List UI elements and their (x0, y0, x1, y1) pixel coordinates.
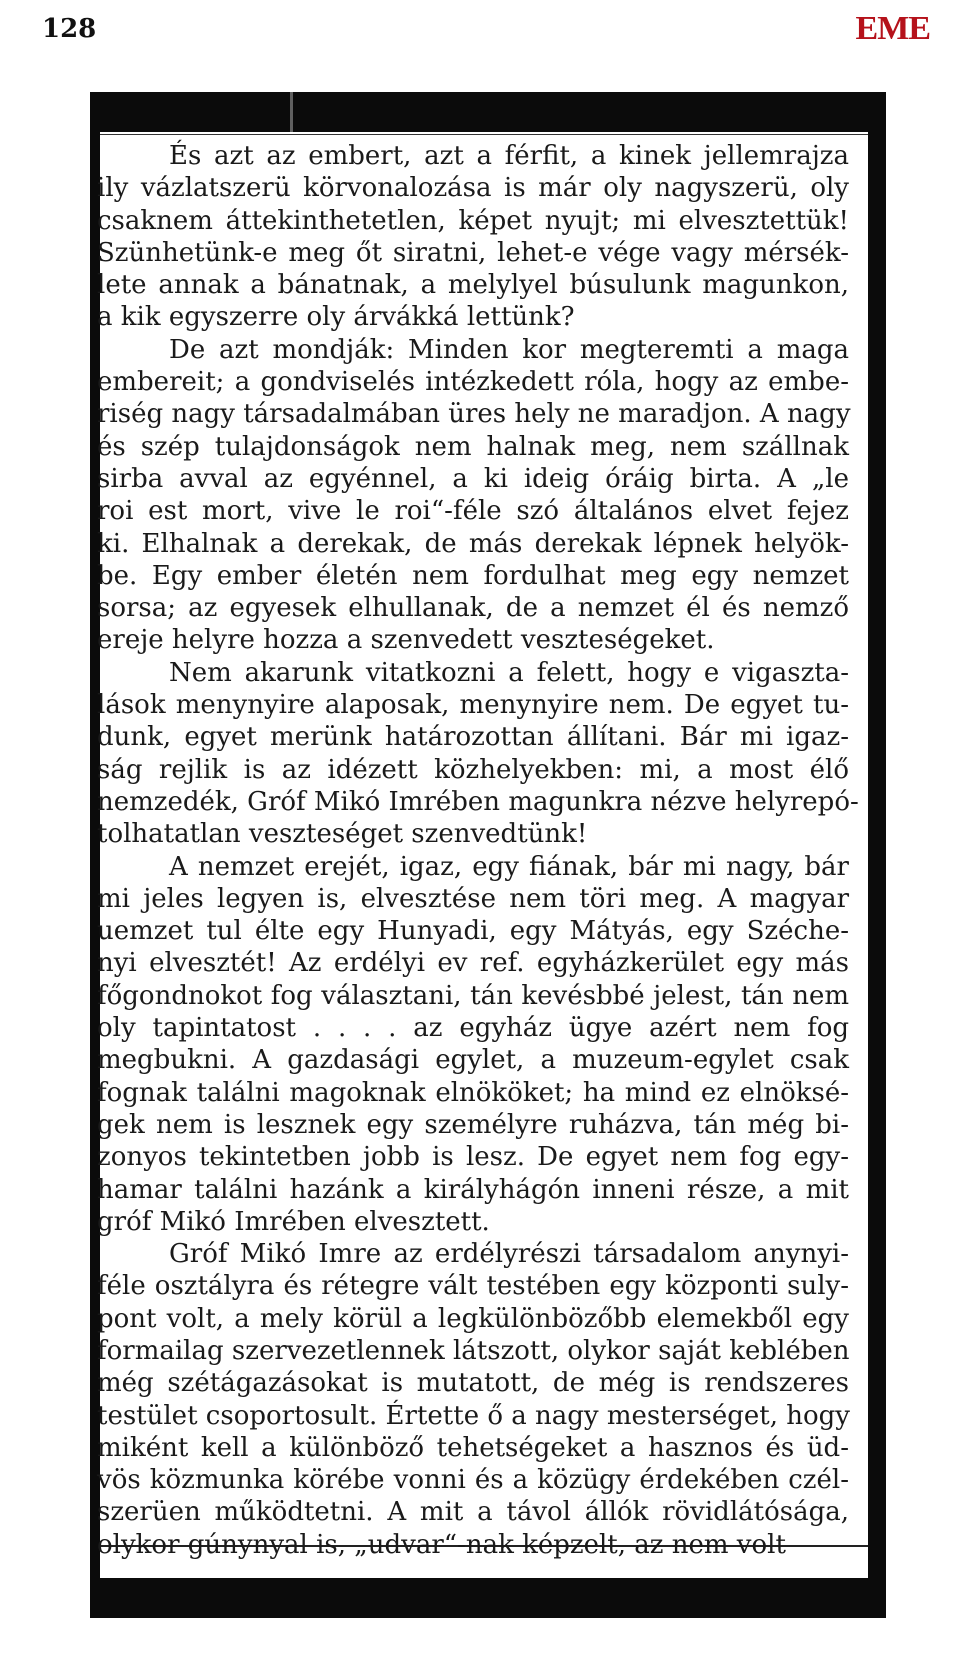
page-number: 128 (42, 14, 97, 44)
paragraph (97, 334, 849, 657)
text-line: hamar találni hazánk a királyhágón inneni része, a mit (97, 1174, 849, 1205)
text-line: testület csoportosult. Értette ő a nagy mesterséget, hogy (97, 1400, 850, 1431)
mourning-border-top (90, 92, 886, 132)
text-line: szerüen működtetni. A mit a távol állók rövidlátósága, (97, 1497, 849, 1528)
text-line: ki. Elhalnak a derekak, de más derekak lépnek helyök- (97, 528, 849, 559)
text-line: be. Egy ember életén nem fordulhat meg egy nemzet (97, 560, 849, 591)
text-line: féle osztályra és rétegre vált testében egy központi suly- (97, 1271, 849, 1302)
text-line: zonyos tekintetben jobb is lesz. De egyet nem fog egy- (97, 1142, 849, 1173)
text-line: ság rejlik is az idézett közhelyekben: mi, a most élő (97, 754, 849, 785)
text-line: csaknem áttekinthetetlen, képet nyujt; mi elvesztettük! (97, 205, 849, 236)
text-line: nemzedék, Gróf Mikó Imrében magunkra nézve helyrepó- (97, 786, 859, 817)
text-line: Gróf Mikó Imre az erdélyrészi társadalom anynyi- (169, 1239, 849, 1270)
text-line: gek nem is lesznek egy személyre ruházva, tán még bi- (97, 1109, 849, 1140)
text-line: Nem akarunk vitatkozni a felett, hogy e vigaszta- (169, 657, 849, 688)
paragraph (97, 657, 859, 851)
text-line: embereit; a gondviselés intézkedett róla, hogy az embe- (97, 367, 849, 398)
paragraph (97, 1238, 849, 1561)
text-line: formailag szervezetlennek látszott, olykor saját keblében (97, 1335, 850, 1366)
text-line: még szétágazásokat is mutatott, de még is rendszeres (97, 1368, 849, 1399)
eme-logo: EME (855, 10, 930, 47)
article-body (97, 140, 859, 1561)
paragraph (97, 851, 849, 1239)
text-line: És azt az embert, azt a férfit, a kinek jellemrajza (169, 141, 849, 171)
text-line: lások menynyire alaposak, menynyire nem. De egyet tu- (97, 690, 849, 721)
text-line: uemzet tul élte egy Hunyadi, egy Mátyás, egy Széche- (97, 916, 849, 947)
text-line: ereje helyre hozza a szenvedett veszteségeket. (97, 625, 715, 656)
border-rule-top (100, 134, 868, 135)
text-line: sirba avval az egyénnel, a ki ideig óráig birta. A „le (97, 463, 849, 494)
text-line: lete annak a bánatnak, a melylyel búsulunk magunkon, (97, 270, 849, 301)
mourning-border-bottom (90, 1578, 886, 1618)
text-line: fognak találni magoknak elnököket; ha mind ez elnöksé- (97, 1077, 849, 1108)
text-line: nyi elvesztét! Az erdélyi ev ref. egyházkerület egy más (97, 948, 849, 979)
text-line: a kik egyszerre oly árvákká lettünk? (97, 302, 575, 333)
text-line: tolhatatlan veszteséget szenvedtünk! (97, 819, 588, 850)
text-line: mi jeles legyen is, elvesztése nem töri meg. A magyar (97, 883, 849, 914)
text-line: ily vázlatszerü körvonalozása is már oly nagyszerü, oly (97, 173, 849, 204)
text-line: főgondnokot fog választani, tán kevésbbé jelest, tán nem (97, 980, 849, 1011)
text-line: gróf Mikó Imrében elvesztett. (97, 1206, 490, 1237)
text-line: olykor gúnynyal is, „udvar“-nak képzelt, az nem volt (97, 1529, 786, 1560)
text-line: riség nagy társadalmában üres hely ne maradjon. A nagy (97, 399, 851, 430)
mourning-border-right (868, 92, 886, 1618)
text-line: oly tapintatost . . . . az egyház ügye azért nem fog (97, 1013, 849, 1044)
text-line: A nemzet erejét, igaz, egy fiának, bár mi nagy, bár (169, 851, 849, 882)
border-seam (290, 92, 293, 132)
text-line: dunk, egyet merünk határozottan állítani. Bár mi igaz- (97, 722, 849, 753)
text-line: De azt mondják: Minden kor megteremti a maga (169, 334, 849, 365)
text-line: pont volt, a mely körül a legkülönbözőbb elemekből egy (97, 1303, 849, 1334)
text-line: megbukni. A gazdasági egylet, a muzeum-egylet csak (97, 1045, 849, 1076)
text-line: és szép tulajdonságok nem halnak meg, nem szállnak (97, 431, 849, 462)
paragraph (97, 140, 849, 334)
text-line: Szünhetünk-e meg őt siratni, lehet-e vége vagy mérsék- (97, 237, 849, 268)
text-line: roi est mort, vive le roi“-féle szó általános elvet fejez (97, 496, 849, 527)
text-line: sorsa; az egyesek elhullanak, de a nemzet él és nemző (97, 593, 849, 624)
text-line: miként kell a különböző tehetségeket a hasznos és üd- (97, 1432, 849, 1463)
text-line: vös közmunka körébe vonni és a közügy érdekében czél- (97, 1465, 849, 1496)
